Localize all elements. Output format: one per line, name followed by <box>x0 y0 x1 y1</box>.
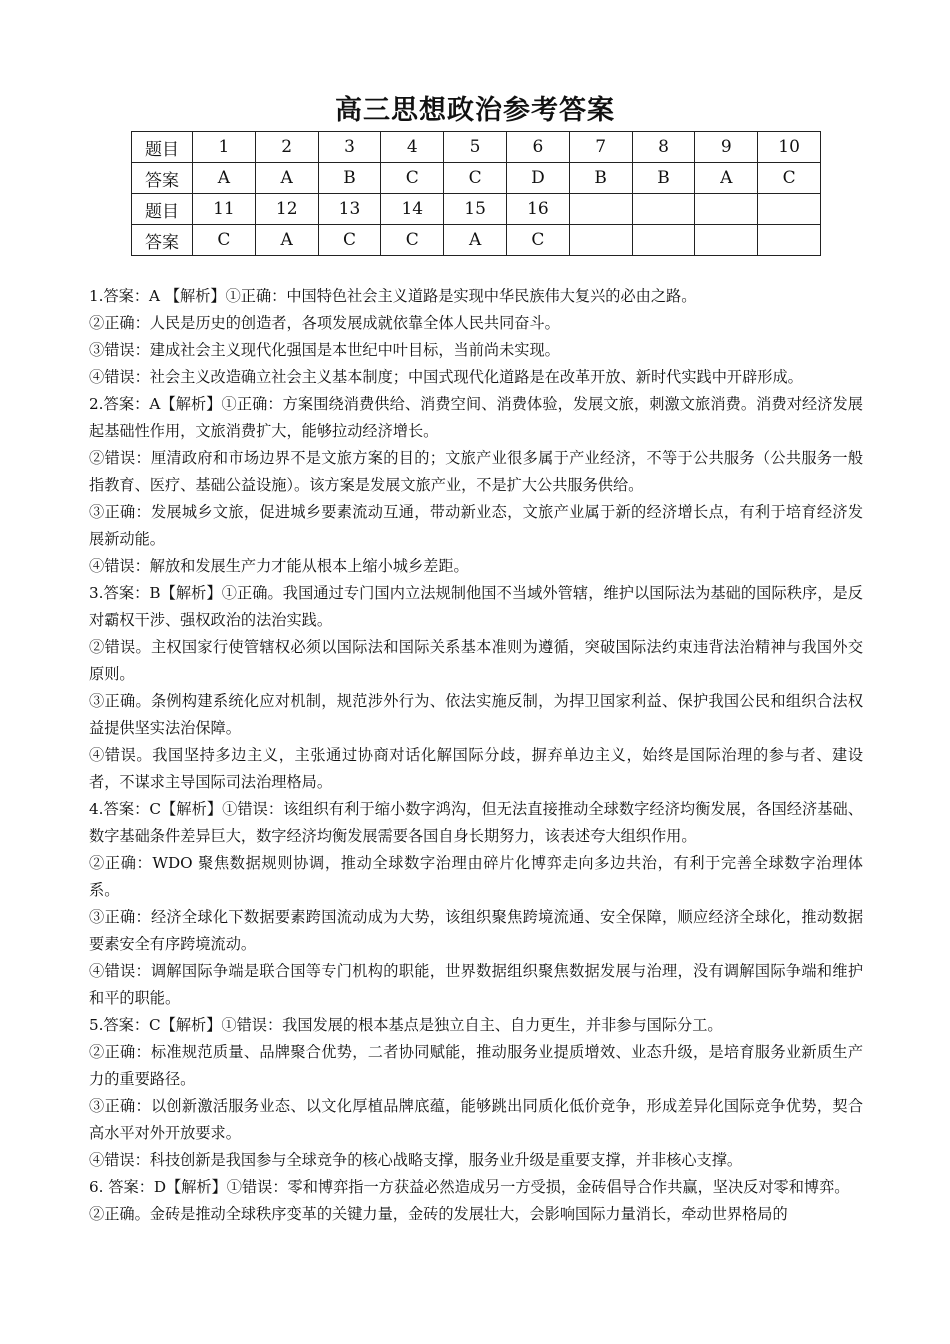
answer-cell: B <box>569 163 632 194</box>
answer-cell: 15 <box>444 194 507 225</box>
explanation-paragraph: ④错误：科技创新是我国参与全球竞争的核心战略支撑，服务业升级是重要支撑，并非核心支撑。 <box>89 1151 743 1169</box>
answer-cell: 6 <box>506 132 569 163</box>
answer-cell <box>569 194 632 225</box>
answer-cell <box>758 194 821 225</box>
explanation-paragraph: 1.答案：A 【解析】①正确：中国特色社会主义道路是实现中华民族伟大复兴的必由之路。 <box>89 287 697 305</box>
explanation-paragraph: ②正确。金砖是推动全球秩序变革的关键力量，金砖的发展壮大，会影响国际力量消长，牵动世界格局的 <box>89 1205 788 1223</box>
explanation-section <box>89 283 863 1228</box>
answer-cell: 2 <box>255 132 318 163</box>
answer-cell: C <box>506 225 569 256</box>
answer-table-row <box>132 194 821 225</box>
answer-cell: C <box>381 225 444 256</box>
answer-cell: C <box>444 163 507 194</box>
answer-cell <box>569 225 632 256</box>
page-title: 高三思想政治参考答案 <box>335 95 615 126</box>
answer-cell: 16 <box>506 194 569 225</box>
answer-cell <box>695 225 758 256</box>
explanation-paragraph: 5.答案：C【解析】①错误：我国发展的根本基点是独立自主、自力更生，并非参与国际分工。 <box>89 1016 723 1034</box>
explanation-paragraph: ②正确：人民是历史的创造者，各项发展成就依靠全体人民共同奋斗。 <box>89 314 560 332</box>
answer-cell <box>695 194 758 225</box>
explanation-paragraph: ②错误。主权国家行使管辖权必须以国际法和国际关系基本准则为遵循，突破国际法约束违背法治精神与我国外交原则。 <box>89 638 863 683</box>
answer-table-row <box>132 132 821 163</box>
explanation-paragraph: ②错误：厘清政府和市场边界不是文旅方案的目的；文旅产业很多属于产业经济，不等于公共服务（公共服务一般指教育、医疗、基础公益设施）。该方案是发展文旅产业，不是扩大公共服务供给。 <box>89 449 863 494</box>
answer-cell <box>632 225 695 256</box>
explanation-paragraph: 2.答案：A【解析】①正确：方案围绕消费供给、消费空间、消费体验，发展文旅，刺激文旅消费。消费对经济发展起基础性作用，文旅消费扩大，能够拉动经济增长。 <box>89 395 863 440</box>
row-label: 答案 <box>132 225 193 256</box>
explanation-paragraph: ③正确：以创新激活服务业态、以文化厚植品牌底蕴，能够跳出同质化低价竞争，形成差异化国际竞争优势，契合高水平对外开放要求。 <box>89 1097 863 1142</box>
explanation-paragraph: ④错误：调解国际争端是联合国等专门机构的职能，世界数据组织聚焦数据发展与治理，没有调解国际争端和维护和平的职能。 <box>89 962 863 1007</box>
answer-cell: 3 <box>318 132 381 163</box>
explanation-paragraph: 4.答案：C【解析】①错误：该组织有利于缩小数字鸿沟，但无法直接推动全球数字经济均衡发展，各国经济基础、数字基础条件差异巨大，数字经济均衡发展需要各国自身长期努力，该表述夸大组织作用。 <box>89 800 863 845</box>
answer-cell: 7 <box>569 132 632 163</box>
answer-cell: 14 <box>381 194 444 225</box>
answer-cell <box>758 225 821 256</box>
row-label: 答案 <box>132 163 193 194</box>
answer-cell: C <box>193 225 256 256</box>
explanation-paragraph: ④错误：解放和发展生产力才能从根本上缩小城乡差距。 <box>89 557 469 575</box>
answer-cell: A <box>695 163 758 194</box>
answer-cell: 13 <box>318 194 381 225</box>
answer-cell: C <box>381 163 444 194</box>
answer-table <box>131 131 821 256</box>
answer-cell: A <box>193 163 256 194</box>
explanation-paragraph: 6. 答案：D【解析】①错误：零和博弈指一方获益必然造成另一方受损，金砖倡导合作共赢，坚决反对零和博弈。 <box>89 1178 850 1196</box>
explanation-paragraph: ③错误：建成社会主义现代化强国是本世纪中叶目标，当前尚未实现。 <box>89 341 560 359</box>
explanation-paragraph: ③正确。条例构建系统化应对机制，规范涉外行为、依法实施反制，为捍卫国家利益、保护我国公民和组织合法权益提供坚实法治保障。 <box>89 692 863 737</box>
row-label: 题目 <box>132 132 193 163</box>
answer-cell: D <box>506 163 569 194</box>
explanation-paragraph: ②正确：标准规范质量、品牌聚合优势，二者协同赋能，推动服务业提质增效、业态升级，是培育服务业新质生产力的重要路径。 <box>89 1043 863 1088</box>
answer-cell: A <box>444 225 507 256</box>
answer-cell: 11 <box>193 194 256 225</box>
answer-cell: 8 <box>632 132 695 163</box>
explanation-paragraph: ③正确：经济全球化下数据要素跨国流动成为大势，该组织聚焦跨境流通、安全保障，顺应经济全球化，推动数据要素安全有序跨境流动。 <box>89 908 863 953</box>
row-label: 题目 <box>132 194 193 225</box>
answer-cell: A <box>255 225 318 256</box>
answer-cell: 4 <box>381 132 444 163</box>
explanation-paragraph: ④错误：社会主义改造确立社会主义基本制度；中国式现代化道路是在改革开放、新时代实践中开辟形成。 <box>89 368 803 386</box>
answer-cell: 10 <box>758 132 821 163</box>
answer-cell: B <box>632 163 695 194</box>
explanation-paragraph: ④错误。我国坚持多边主义，主张通过协商对话化解国际分歧，摒弃单边主义，始终是国际治理的参与者、建设者，不谋求主导国际司法治理格局。 <box>89 746 863 791</box>
explanation-paragraph: ②正确：WDO 聚焦数据规则协调，推动全球数字治理由碎片化博弈走向多边共治，有利于完善全球数字治理体系。 <box>89 854 863 899</box>
answer-cell: C <box>758 163 821 194</box>
answer-table-row <box>132 225 821 256</box>
answer-cell: 12 <box>255 194 318 225</box>
answer-cell: A <box>255 163 318 194</box>
explanation-paragraph: 3.答案：B【解析】①正确。我国通过专门国内立法规制他国不当域外管辖，维护以国际法为基础的国际秩序，是反对霸权干涉、强权政治的法治实践。 <box>89 584 863 629</box>
answer-cell: B <box>318 163 381 194</box>
answer-cell: 9 <box>695 132 758 163</box>
answer-cell <box>632 194 695 225</box>
answer-cell: C <box>318 225 381 256</box>
answer-table-row <box>132 163 821 194</box>
explanation-paragraph: ③正确：发展城乡文旅，促进城乡要素流动互通，带动新业态，文旅产业属于新的经济增长点，有利于培育经济发展新动能。 <box>89 503 863 548</box>
answer-cell: 5 <box>444 132 507 163</box>
answer-cell: 1 <box>193 132 256 163</box>
